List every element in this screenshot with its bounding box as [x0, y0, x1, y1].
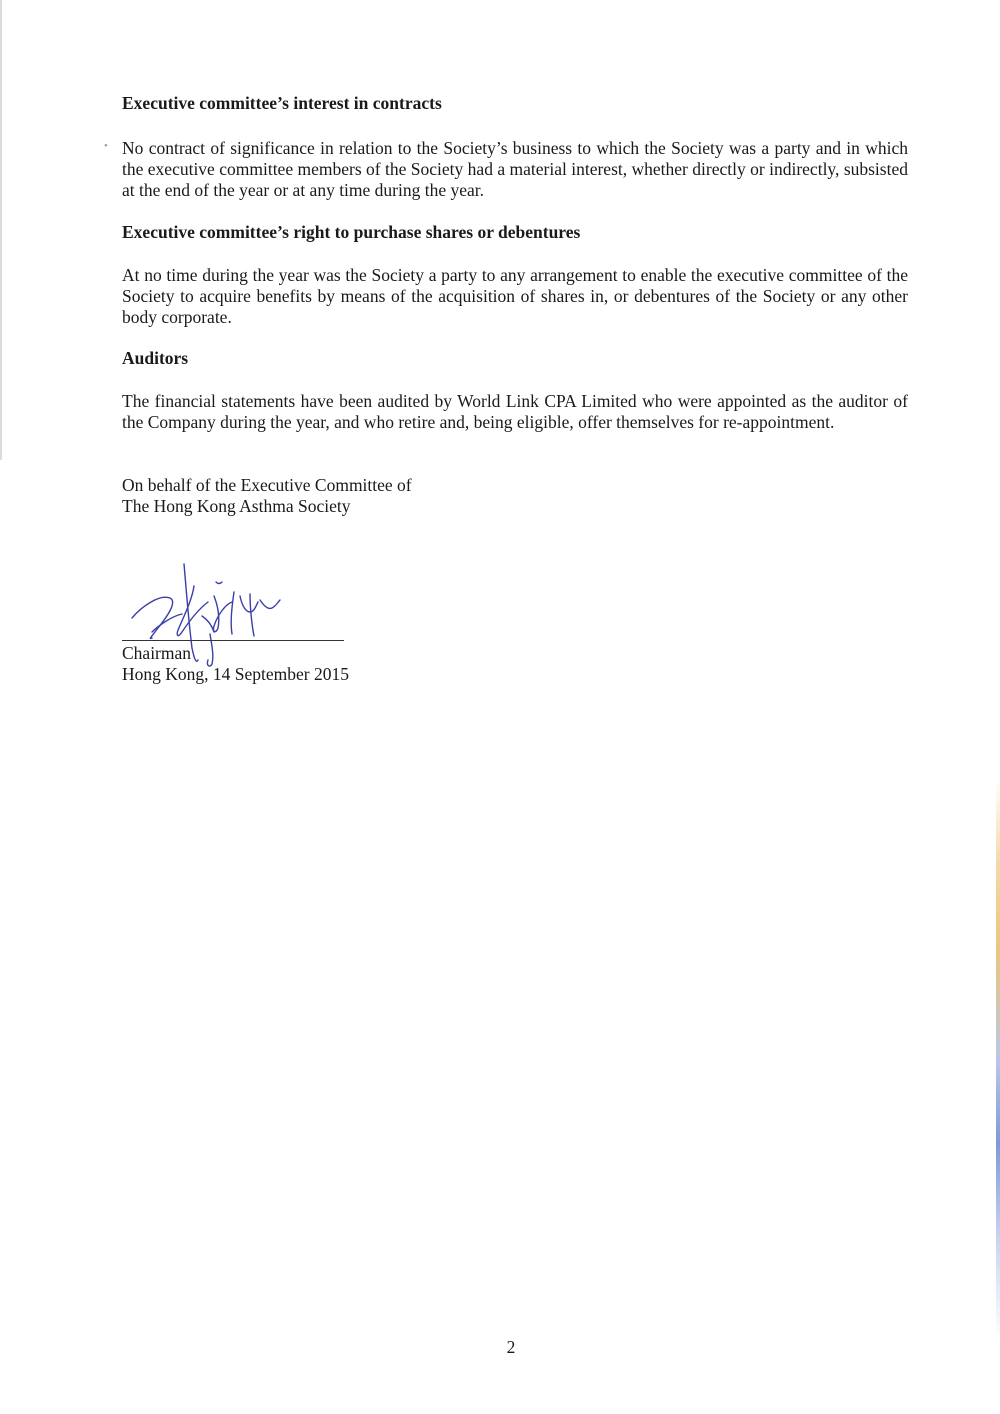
- section-body-purchase-shares: At no time during the year was the Society a party to any arrangement to enable the executive committee of the Society to acquire benefits by means of the acquisition of shares in, or debentures of the Society or any other body corporate.: [122, 265, 908, 327]
- margin-mark: •: [104, 140, 108, 152]
- section-body-interest-in-contracts: No contract of significance in relation to the Society’s business to which the Society was a party and in which the executive committee members of the Society had a material interest, whether directly or indirectly, subsisted at the end of the year or at any time during the year.: [122, 138, 908, 200]
- section-heading-interest-in-contracts: Executive committee’s interest in contracts: [122, 93, 442, 113]
- section-heading-purchase-shares: Executive committee’s right to purchase shares or debentures: [122, 222, 581, 242]
- closing-line-1: On behalf of the Executive Committee of: [122, 475, 412, 495]
- section-body-auditors: The financial statements have been audited by World Link CPA Limited who were appointed as the auditor of the Company during the year, and who retire and, being eligible, offer themselves for re-appointment.: [122, 391, 908, 432]
- closing-statement: [122, 475, 412, 517]
- closing-line-2: The Hong Kong Asthma Society: [122, 496, 351, 516]
- scan-edge-left: [0, 0, 2, 460]
- signing-place-date: Hong Kong, 14 September 2015: [122, 664, 349, 684]
- signature-line: [122, 640, 344, 641]
- section-heading-auditors: Auditors: [122, 348, 189, 368]
- signatory-title: Chairman: [122, 643, 192, 663]
- page-number: 2: [506, 1337, 516, 1357]
- scan-edge-right: [996, 780, 1000, 1340]
